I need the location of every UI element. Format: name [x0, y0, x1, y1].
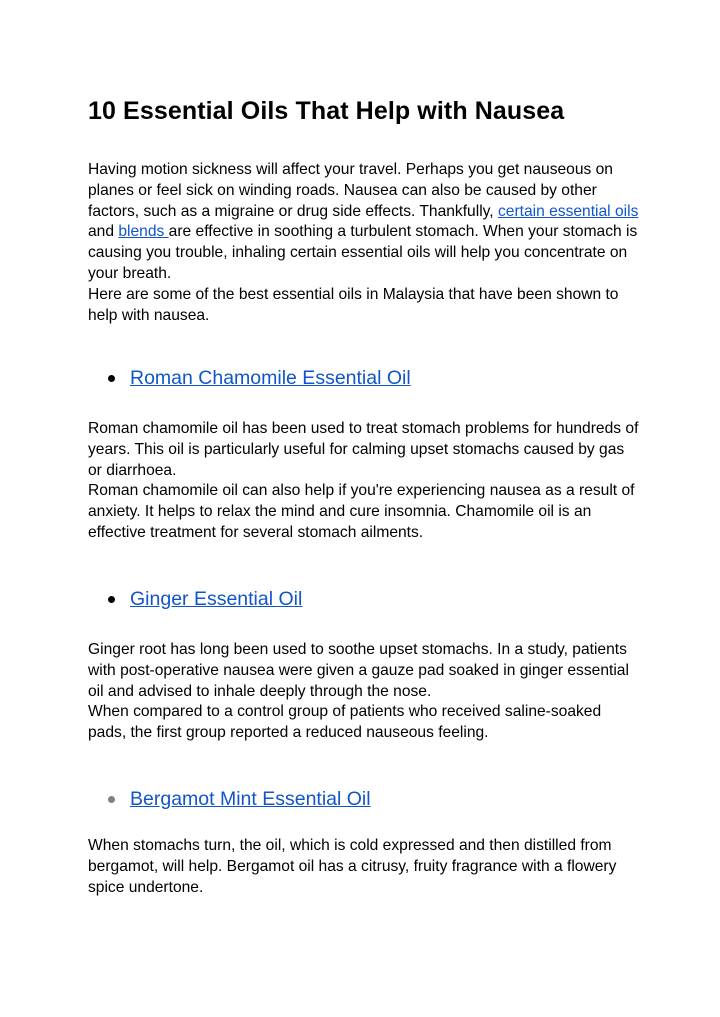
bergamot-mint-text-1: When stomachs turn, the oil, which is cold expressed and then distilled from bergamot, will help. Bergamot oil has a citrusy, fruity fragrance with a flowery spice undertone. [88, 837, 617, 896]
section-heading-bergamot-mint [108, 786, 371, 812]
blends-link[interactable]: blends [118, 223, 169, 241]
ginger-link[interactable]: Ginger Essential Oil [130, 588, 303, 610]
bergamot-mint-link[interactable]: Bergamot Mint Essential Oil [130, 788, 371, 810]
certain-essential-oils-link[interactable]: certain essential oils [497, 202, 639, 220]
bullet-icon [108, 375, 115, 382]
roman-chamomile-text-2: Roman chamomile oil can also help if you're experiencing nausea as a result of anxiety. It helps to relax the mind and cure insomnia. Chamomile oil is an effective treatment for several stomach ailments. [88, 482, 635, 541]
page-title: 10 Essential Oils That Help with Nausea [88, 97, 565, 125]
roman-chamomile-link[interactable]: Roman Chamomile Essential Oil [130, 367, 411, 389]
roman-chamomile-paragraph [88, 419, 640, 544]
section-heading-roman-chamomile [108, 365, 411, 391]
section-heading-ginger [108, 586, 302, 612]
ginger-paragraph [88, 640, 640, 744]
intro-text-end: are effective in soothing a turbulent stomach. When your stomach is causing you trouble, inhaling certain essential oils will help you concentrate on your breath. [88, 223, 638, 282]
ginger-text-2: When compared to a control group of patients who received saline-soaked pads, the first group reported a reduced nauseous feeling. [88, 703, 602, 742]
bullet-icon [108, 796, 115, 803]
intro-text-and: and [88, 223, 119, 241]
bergamot-mint-paragraph [88, 836, 640, 898]
intro-text-second: Here are some of the best essential oils in Malaysia that have been shown to help with nausea. [88, 285, 619, 324]
ginger-text-1: Ginger root has long been used to soothe upset stomachs. In a study, patients with post-operative nausea were given a gauze pad soaked in ginger essential oil and advised to inhale deeply through the nose. [88, 641, 629, 700]
roman-chamomile-text-1: Roman chamomile oil has been used to treat stomach problems for hundreds of years. This oil is particularly useful for calming upset stomachs caused by gas or diarrhoea. [88, 420, 639, 479]
intro-paragraph [88, 160, 640, 326]
intro-text-start: Having motion sickness will affect your travel. Perhaps you get nauseous on planes or feel sick on winding roads. Nausea can also be caused by other factors, such as a migraine or drug side effects. Thankfully, [88, 161, 613, 220]
bullet-icon [108, 596, 115, 603]
